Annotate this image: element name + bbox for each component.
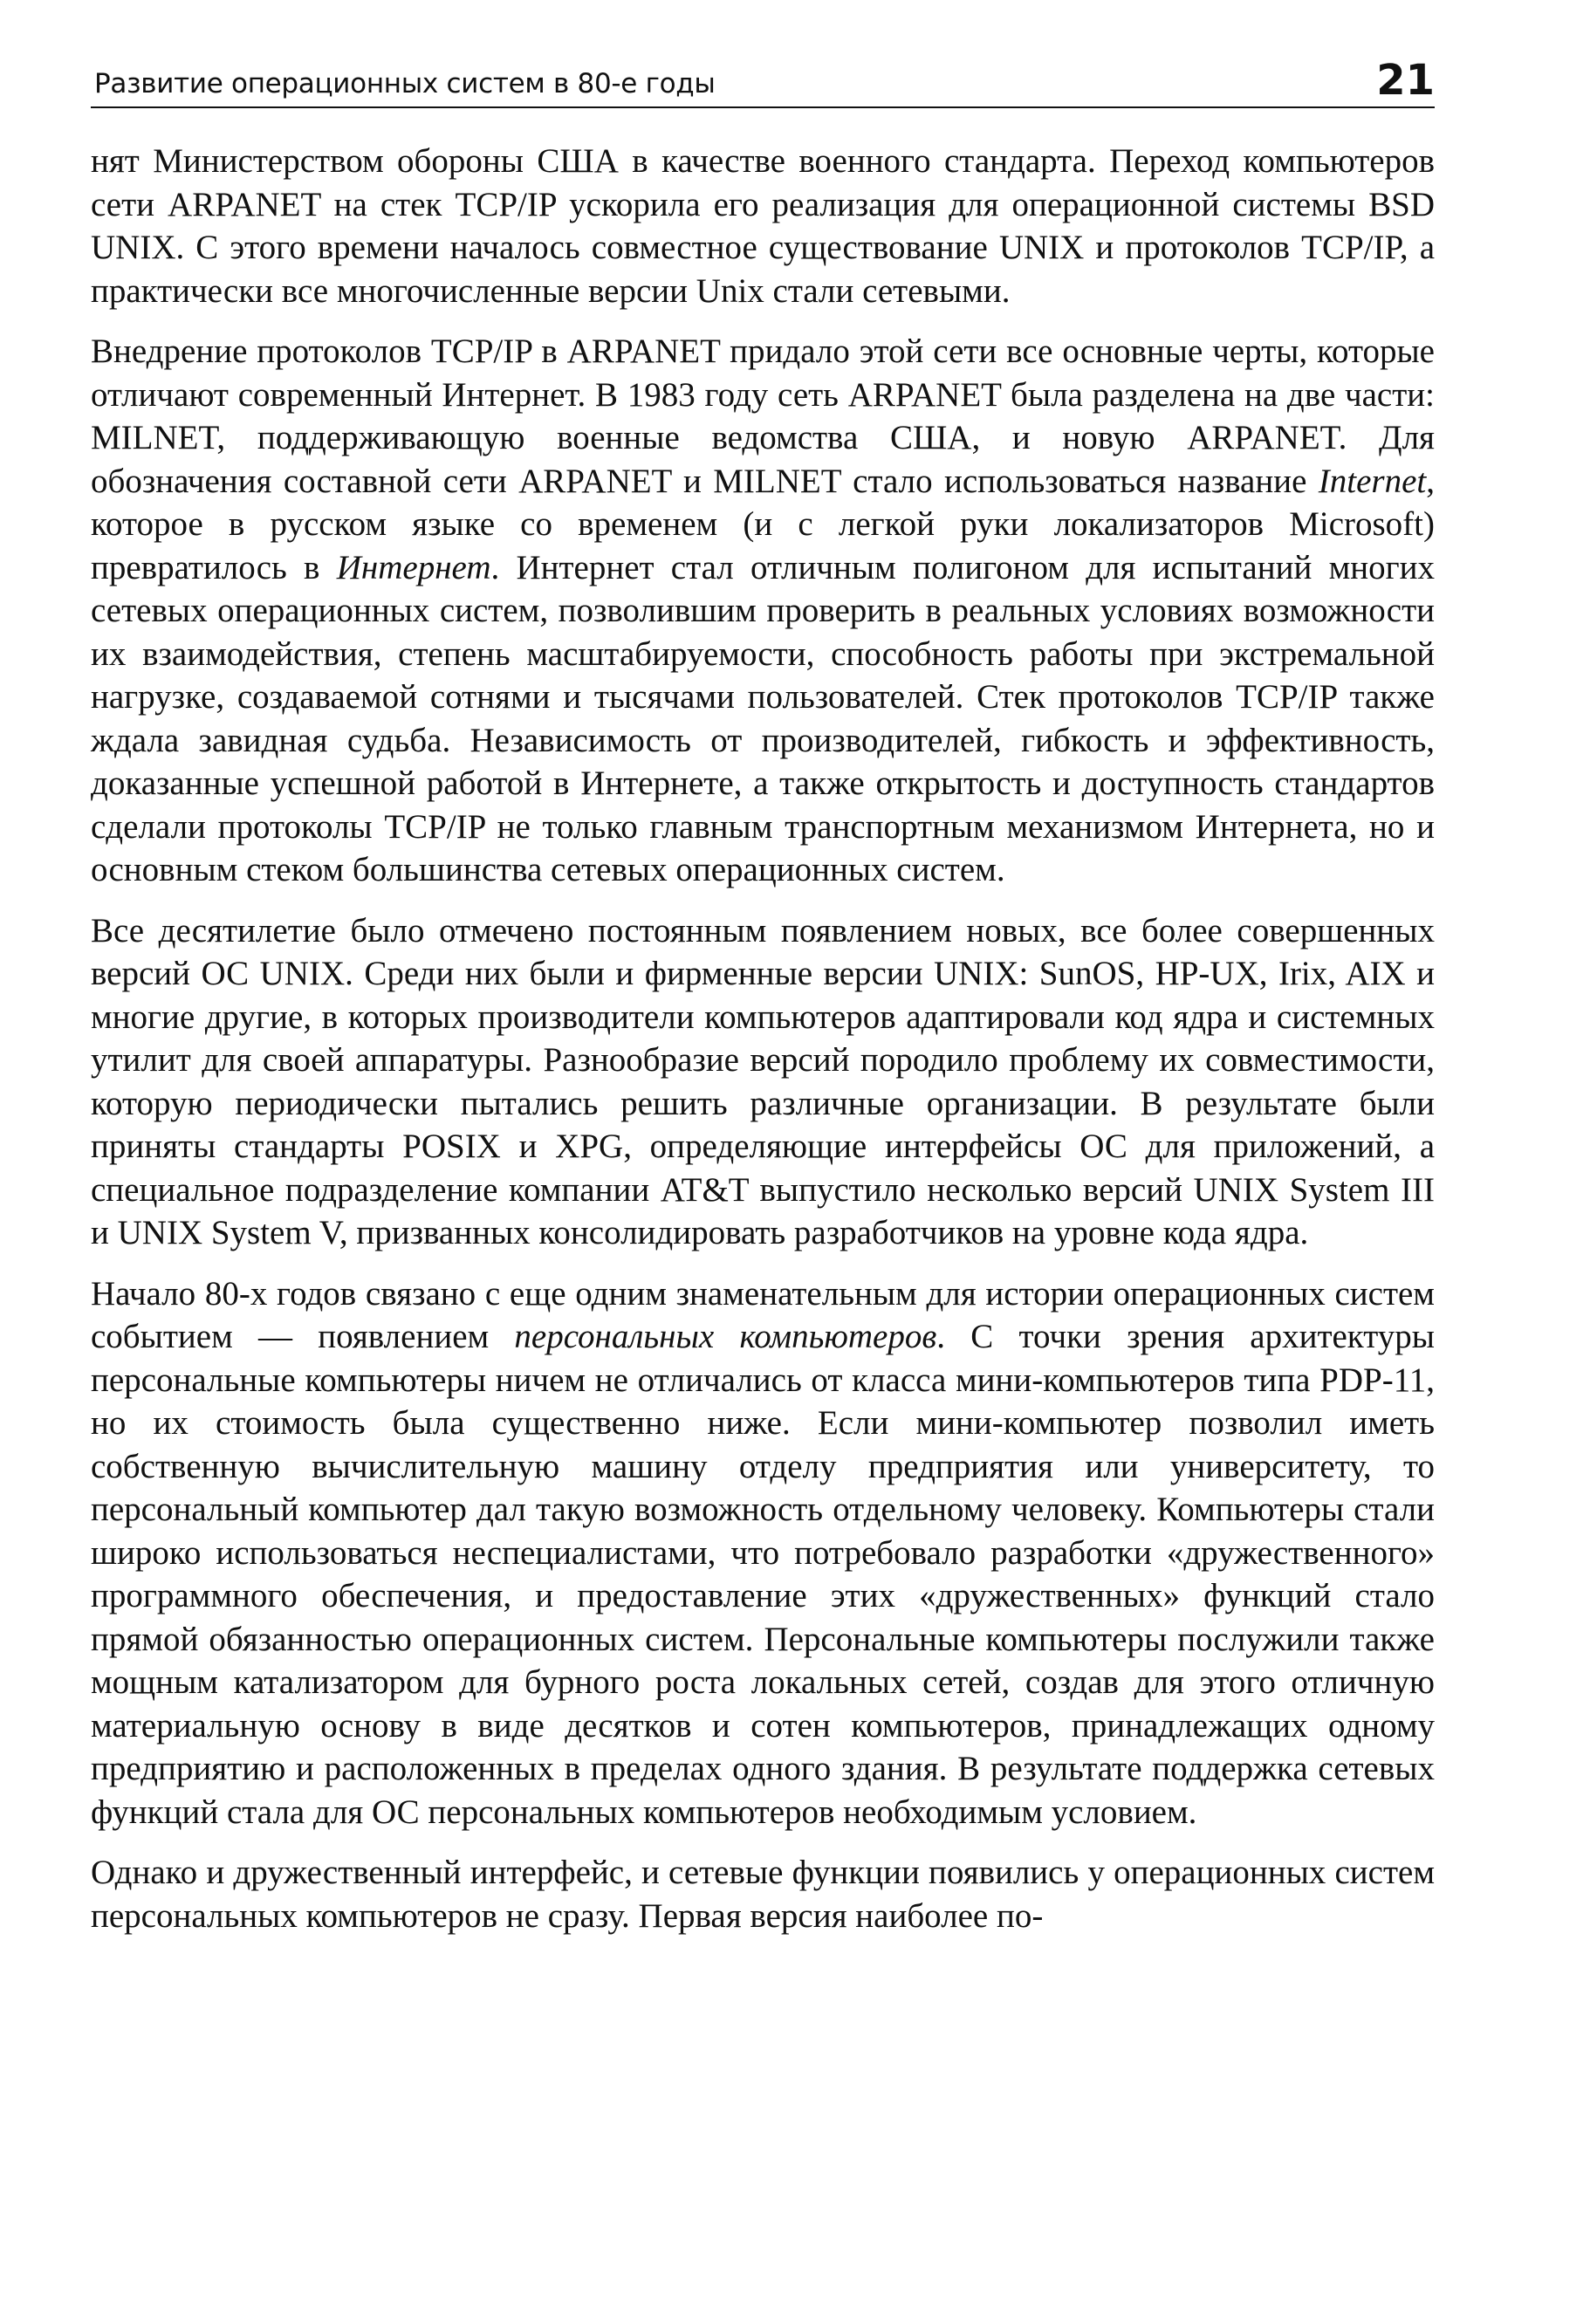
book-page [91,51,1435,1955]
running-title: Развитие операционных систем в 80-е годы [94,68,716,99]
paragraph-4-text: . С точки зрения архитектуры персональные компьютеры ничем не отличались от класса мини-компьютеров типа PDP-11, но их стоимость была существенно ниже. Если мини-компьютер позволил иметь собственную вычислительную машину отделу предприятия или университету, то персональный компьютер дал такую возможность отдельному человеку. Компьютеры стали широко использоваться неспециалистами, что потребовало разработки «дружественного» программного обеспечения, и предоставление этих «дружественных» функций стало прямой обязанностью операционных систем. Персональные компьютеры послужили также мощным катализатором для бурного роста локальных сетей, создав для этого отличную материальную основу в виде десятков и сотен компьютеров, принадлежащих одному предприятию и расположенных в пределах одного здания. В результате поддержка сетевых функций стала для ОС персональных компьютеров необходимым условием. [91,1318,1435,1831]
emphasis-internet: Internet [1318,462,1427,500]
paragraph-5: Однако и дружественный интерфейс, и сетевые функции появились у операционных систем персональных компьютеров не сразу. Первая версия наиболее по- [91,1854,1435,1935]
paragraph-3: Все десятилетие было отмечено постоянным появлением новых, все более совершенных версий ОС UNIX. Среди них были и фирменные версии UNIX: SunOS, HP-UX, Irix, AIX и многие другие, в которых производители компьютеров адаптировали код ядра и системных утилит для своей аппаратуры. Разнообразие версий породило проблему их совместимости, которую периодически пытались решить различные организации. В результате были приняты стандарты POSIX и XPG, определяющие интерфейсы ОС для приложений, а специальное подразделение компании AT&T выпустило несколько версий UNIX System III и UNIX System V, призванных консолидировать разработчиков на уровне кода ядра. [91,911,1435,1251]
body-text [91,140,1435,1937]
paragraph-1: нят Министерством обороны США в качестве военного стандарта. Переход компьютеров сети ARPANET на стек TCP/IP ускорила его реализация для операционной системы BSD UNIX. С этого времени началось совместное существование UNIX и протоколов TCP/IP, а практически все многочисленные версии Unix стали сетевыми. [91,142,1435,310]
paragraph-2 [91,330,1435,892]
emphasis-personal-computers: персональных компьютеров [514,1318,937,1355]
paragraph-2-text: Внедрение протоколов TCP/IP в ARPANET придало этой сети все основные черты, которые отличают современный Интернет. В 1983 году сеть ARPANET была разделена на две части: MILNET, поддерживающую военные ведомства США, и новую ARPANET. Для обозначения составной сети ARPANET и MILNET стало использоваться название [91,332,1435,500]
paragraph-2-text: , которое в русском языке со временем (и с легкой руки локализаторов Microsoft) превратилось в [91,462,1435,586]
emphasis-internet-ru: Интернет [336,548,491,586]
paragraph-4 [91,1272,1435,1834]
page-number: 21 [1376,56,1435,105]
paragraph-4-text: Начало 80-х годов связано с еще одним знаменательным для истории операционных систем событием — появлением [91,1274,1435,1355]
running-header [91,51,1435,108]
paragraph-2-text: . Интернет стал отличным полигоном для испытаний многих сетевых операционных систем, позволившим проверить в реальных условиях возможности их взаимодействия, степень масштабируемости, способность работы при экстремальной нагрузке, создаваемой сотнями и тысячами пользователей. Стек протоколов TCP/IP также ждала завидная судьба. Независимость от производителей, гибкость и эффективность, доказанные успешной работой в Интернете, а также открытость и доступность стандартов сделали протоколы TCP/IP не только главным транспортным механизмом Интернета, но и основным стеком большинства сетевых операционных систем. [91,548,1435,888]
